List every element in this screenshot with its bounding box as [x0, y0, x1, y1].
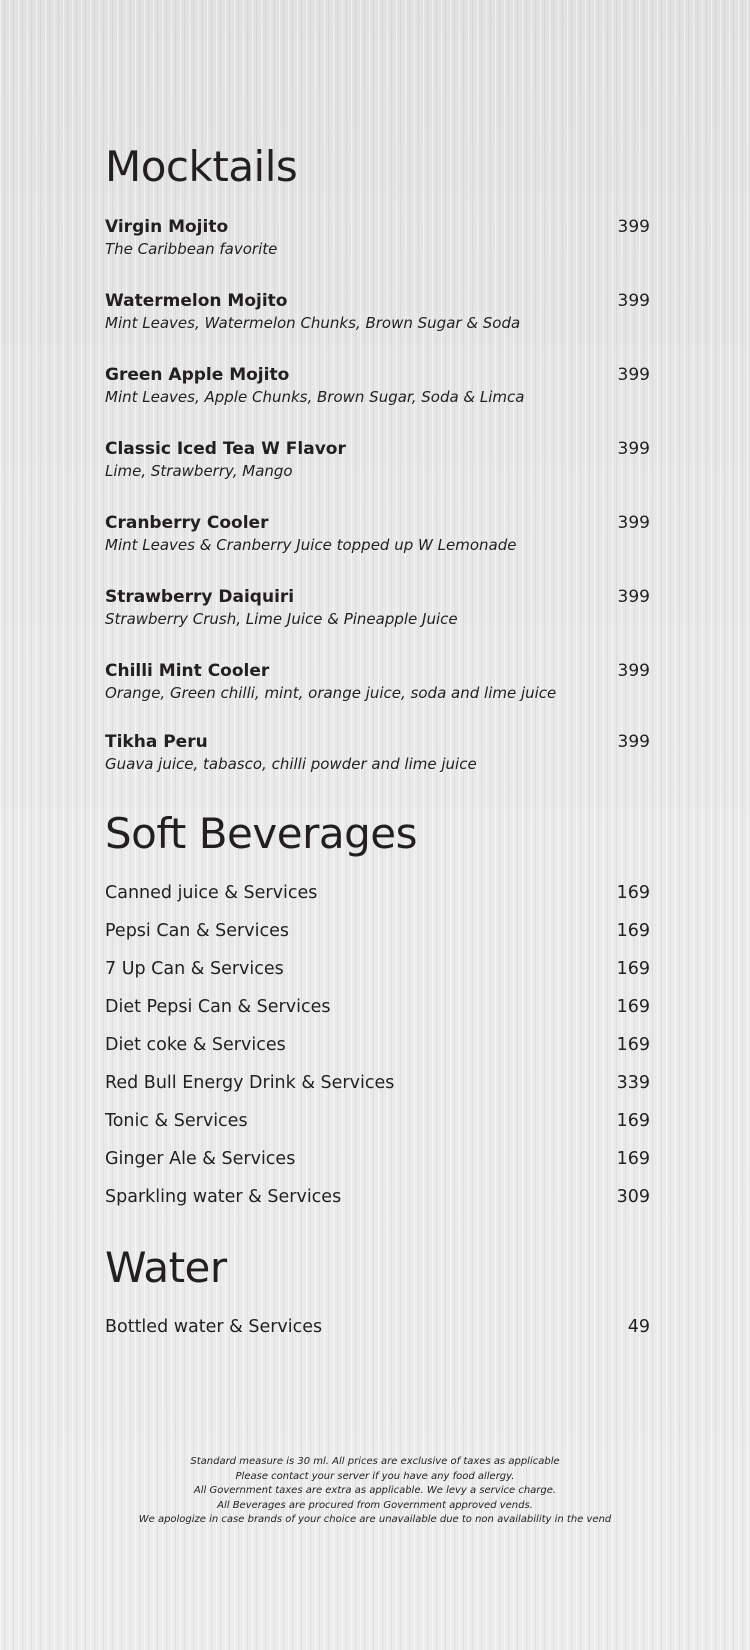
menu-item [105, 216, 650, 260]
item-name: Virgin Mojito [105, 217, 229, 237]
menu-item [105, 731, 650, 775]
footer-line: We apologize in case brands of your choice are unavailable due to non availability in the vend [138, 1514, 612, 1525]
list-item [105, 1109, 650, 1133]
item-price: 49 [627, 1317, 650, 1337]
item-price: 169 [616, 959, 650, 979]
item-name: Watermelon Mojito [105, 291, 288, 311]
item-price: 169 [616, 921, 650, 941]
item-name: Ginger Ale & Services [105, 1149, 296, 1169]
item-name: Diet coke & Services [105, 1035, 286, 1055]
item-description: Orange, Green chilli, mint, orange juice, soda and lime juice [105, 684, 557, 702]
item-description: The Caribbean favorite [105, 240, 278, 258]
item-price: 169 [616, 1111, 650, 1131]
item-price: 399 [617, 291, 650, 311]
item-name: Red Bull Energy Drink & Services [105, 1073, 395, 1093]
item-name: Cranberry Cooler [105, 513, 269, 533]
item-name: Strawberry Daiquiri [105, 587, 295, 607]
item-name: Classic Iced Tea W Flavor [105, 439, 346, 459]
list-item [105, 1315, 650, 1339]
item-description: Lime, Strawberry, Mango [105, 462, 293, 480]
item-name: Diet Pepsi Can & Services [105, 997, 331, 1017]
footer-line: All Beverages are procured from Government approved vends. [217, 1499, 533, 1511]
item-price: 169 [616, 1035, 650, 1055]
item-price: 399 [617, 587, 650, 607]
item-name: Canned juice & Services [105, 883, 318, 903]
list-item [105, 1071, 650, 1095]
menu-item [105, 438, 650, 482]
item-description: Mint Leaves, Watermelon Chunks, Brown Sugar & Soda [105, 314, 521, 332]
item-price: 399 [617, 732, 650, 752]
list-item [105, 995, 650, 1019]
list-item [105, 957, 650, 981]
soft-beverages-heading: Soft Beverages [105, 809, 417, 858]
item-name: Sparkling water & Services [105, 1187, 342, 1207]
item-price: 399 [617, 661, 650, 681]
item-name: Chilli Mint Cooler [105, 661, 270, 681]
menu-item [105, 586, 650, 630]
item-description: Guava juice, tabasco, chilli powder and lime juice [105, 755, 477, 773]
item-price: 399 [617, 217, 650, 237]
item-price: 399 [617, 439, 650, 459]
list-item [105, 1185, 650, 1209]
list-item [105, 919, 650, 943]
item-price: 339 [616, 1073, 650, 1093]
item-name: Bottled water & Services [105, 1317, 323, 1337]
menu-item [105, 364, 650, 408]
item-name: Tikha Peru [105, 732, 208, 752]
item-name: Green Apple Mojito [105, 365, 290, 385]
item-name: Pepsi Can & Services [105, 921, 289, 941]
item-price: 399 [617, 365, 650, 385]
list-item [105, 881, 650, 905]
item-description: Mint Leaves, Apple Chunks, Brown Sugar, Soda & Limca [105, 388, 525, 406]
item-description: Mint Leaves & Cranberry Juice topped up W Lemonade [105, 536, 517, 554]
item-price: 399 [617, 513, 650, 533]
list-item [105, 1033, 650, 1057]
menu-item [105, 660, 650, 704]
footer-notes [0, 1455, 750, 1528]
footer-line: Standard measure is 30 ml. All prices are exclusive of taxes as applicable [190, 1456, 560, 1467]
water-heading: Water [105, 1243, 227, 1292]
footer-line: All Government taxes are extra as applicable. We levy a service charge. [193, 1485, 557, 1496]
list-item [105, 1147, 650, 1171]
menu-item [105, 290, 650, 334]
item-price: 169 [616, 997, 650, 1017]
mocktails-heading: Mocktails [105, 142, 298, 191]
item-name: 7 Up Can & Services [105, 959, 284, 979]
item-price: 169 [616, 1149, 650, 1169]
footer-line: Please contact your server if you have any food allergy. [235, 1470, 515, 1482]
menu-item [105, 512, 650, 556]
item-description: Strawberry Crush, Lime Juice & Pineapple Juice [105, 610, 458, 628]
item-price: 169 [616, 883, 650, 903]
item-name: Tonic & Services [105, 1111, 248, 1131]
item-price: 309 [616, 1187, 650, 1207]
